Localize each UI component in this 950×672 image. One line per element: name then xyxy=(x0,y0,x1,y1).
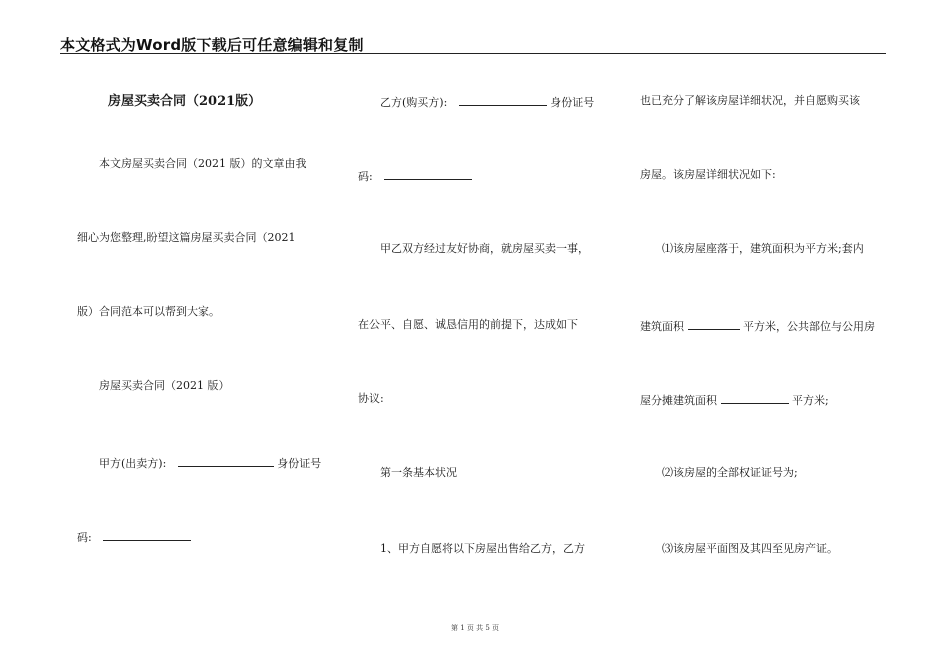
inner-area-label: 建筑面积 xyxy=(640,320,684,333)
buyer-id-label: 身份证号 xyxy=(550,96,595,109)
column-2 xyxy=(356,0,618,620)
buyer-name-blank[interactable] xyxy=(459,94,547,106)
header-text: 本文格式为Word版下载后可任意编辑和复制 xyxy=(60,36,364,54)
seller-code-line xyxy=(77,529,191,545)
agreement-line-2: 在公平、自愿、诚恳信用的前提下，达成如下 xyxy=(358,318,578,331)
seller-code-label: 码: xyxy=(77,531,92,544)
buyer-code-line xyxy=(358,168,472,184)
shared-area-rest: 平方米; xyxy=(792,394,829,407)
seller-line xyxy=(99,455,321,471)
shared-area-blank[interactable] xyxy=(721,392,789,404)
seller-id-label: 身份证号 xyxy=(277,457,322,470)
seller-label: 甲方(出卖方): xyxy=(99,457,167,470)
agreement-line-1: 甲乙双方经过友好协商，就房屋买卖一事， xyxy=(380,242,589,255)
property-line-4 xyxy=(640,318,875,334)
contract-subtitle: 房屋买卖合同（2021 版） xyxy=(99,379,230,392)
inner-area-rest: 平方米，公共部位与公用房 xyxy=(743,320,875,333)
property-line-2: 房屋。该房屋详细状况如下: xyxy=(640,168,776,181)
seller-name-blank[interactable] xyxy=(178,455,274,467)
intro-line-2: 细心为您整理,盼望这篇房屋买卖合同（2021 xyxy=(77,231,296,244)
intro-line-1: 本文房屋买卖合同（2021 版）的文章由我 xyxy=(99,157,307,170)
item-1-line: 1、甲方自愿将以下房屋出售给乙方，乙方 xyxy=(380,542,585,555)
column-3 xyxy=(638,0,900,620)
document-title: 房屋买卖合同（2021版） xyxy=(108,94,262,109)
column-1 xyxy=(74,0,336,620)
buyer-code-label: 码: xyxy=(358,170,373,183)
property-line-5 xyxy=(640,392,829,408)
page-number: 第 1 页 共 5 页 xyxy=(450,624,500,632)
article-1-heading: 第一条基本状况 xyxy=(380,466,457,479)
property-line-3: ⑴该房屋座落于，建筑面积为平方米;套内 xyxy=(662,242,864,255)
property-line-7: ⑶该房屋平面图及其四至见房产证。 xyxy=(662,542,838,555)
inner-area-blank[interactable] xyxy=(688,318,740,330)
property-line-6: ⑵该房屋的全部权证证号为; xyxy=(662,466,798,479)
shared-area-label: 屋分摊建筑面积 xyxy=(640,394,717,407)
buyer-code-blank[interactable] xyxy=(384,168,472,180)
buyer-line xyxy=(380,94,594,110)
agreement-line-3: 协议: xyxy=(358,392,384,405)
seller-code-blank[interactable] xyxy=(103,529,191,541)
intro-line-3: 版）合同范本可以帮到大家。 xyxy=(77,305,220,318)
property-line-1: 也已充分了解该房屋详细状况，并自愿购买该 xyxy=(640,94,860,107)
buyer-label: 乙方(购买方): xyxy=(380,96,448,109)
